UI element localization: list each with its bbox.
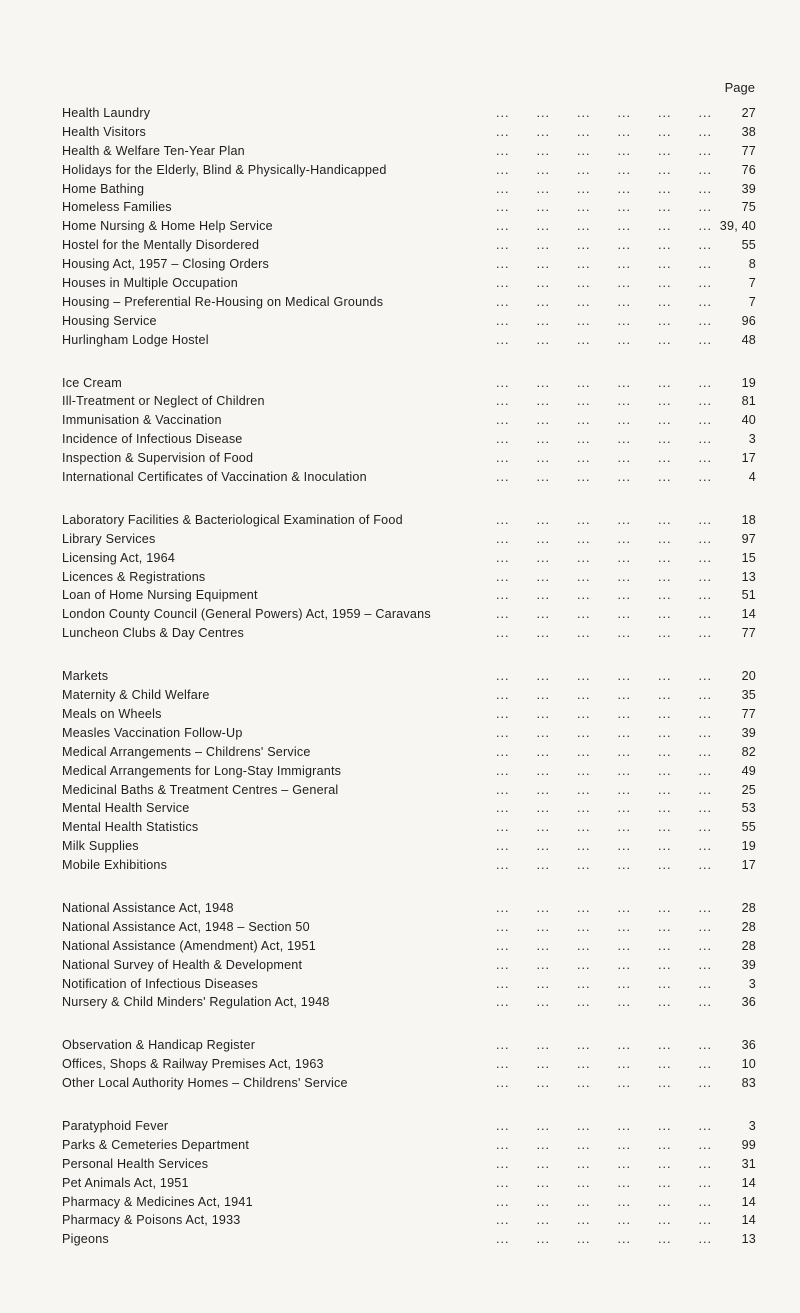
page-number: 82 (741, 744, 756, 759)
index-entry (62, 743, 756, 762)
page-number: 39, 40 (719, 219, 756, 234)
leader-dots (375, 468, 712, 487)
index-entry (62, 686, 756, 705)
leader-dots (332, 1055, 712, 1074)
page-number: 53 (741, 801, 756, 816)
index-entry (62, 993, 756, 1012)
index-entry (62, 392, 756, 411)
page-number: 40 (741, 413, 756, 428)
leader-dots (272, 1117, 712, 1136)
index-term: National Survey of Health & Development (62, 957, 303, 972)
index-entry (62, 1155, 756, 1174)
index-term: Mobile Exhibitions (62, 858, 168, 873)
page-number: 7 (748, 276, 756, 291)
index-entry (62, 1193, 756, 1212)
index-term: Homeless Families (62, 200, 172, 215)
index-entry (62, 123, 756, 142)
index-term: Nursery & Child Minders' Regulation Act, 1948 (62, 995, 330, 1010)
page-number: 39 (741, 725, 756, 740)
index-term: Measles Vaccination Follow-Up (62, 725, 243, 740)
page-number: 25 (741, 782, 756, 797)
leader-dots (272, 411, 712, 430)
index-entry (62, 274, 756, 293)
page-number: 83 (741, 1076, 756, 1091)
page-number: 39 (741, 957, 756, 972)
page-number: 28 (741, 938, 756, 953)
index-term: Luncheon Clubs & Day Centres (62, 626, 245, 641)
leader-dots (356, 1074, 712, 1093)
index-group (62, 374, 756, 487)
index-term: Markets (62, 669, 109, 684)
index-entry (62, 1136, 756, 1155)
leader-dots (346, 781, 712, 800)
index-entry (62, 331, 756, 350)
page-number: 77 (741, 143, 756, 158)
index-entry (62, 856, 756, 875)
page-number: 8 (748, 257, 756, 272)
index-term: Medical Arrangements – Childrens' Service (62, 744, 311, 759)
page-number: 19 (741, 375, 756, 390)
leader-dots (272, 899, 712, 918)
page-number: 77 (741, 706, 756, 721)
page-number: 35 (741, 688, 756, 703)
index-term: Pet Animals Act, 1951 (62, 1175, 189, 1190)
leader-dots (272, 236, 712, 255)
leader-dots (272, 374, 712, 393)
leader-dots (281, 217, 712, 236)
leader-dots (411, 511, 712, 530)
leader-dots (272, 667, 712, 686)
leader-dots (272, 180, 712, 199)
index-entry (62, 468, 756, 487)
page-number: 14 (741, 607, 756, 622)
index-term: Home Nursing & Home Help Service (62, 219, 273, 234)
index-entry (62, 180, 756, 199)
index-entry (62, 1174, 756, 1193)
leader-dots (391, 293, 712, 312)
index-entry (62, 918, 756, 937)
index-group (62, 1036, 756, 1093)
page-number: 55 (741, 820, 756, 835)
index-term: Loan of Home Nursing Equipment (62, 588, 258, 603)
leader-dots (272, 818, 712, 837)
page-number: 17 (741, 451, 756, 466)
page-number: 19 (741, 839, 756, 854)
leader-dots (310, 956, 712, 975)
index-term: National Assistance Act, 1948 – Section 50 (62, 919, 310, 934)
page-number: 7 (748, 294, 756, 309)
leader-dots (272, 1174, 712, 1193)
index-entry (62, 762, 756, 781)
index-entry (62, 312, 756, 331)
index-term: Immunisation & Vaccination (62, 413, 222, 428)
index-term: Health Visitors (62, 124, 146, 139)
index-term: Pharmacy & Poisons Act, 1933 (62, 1213, 241, 1228)
index-entry (62, 449, 756, 468)
leader-dots (272, 799, 712, 818)
index-term: Medical Arrangements for Long-Stay Immigrants (62, 763, 342, 778)
leader-dots (349, 762, 712, 781)
index-term: Meals on Wheels (62, 706, 162, 721)
leader-dots (272, 1211, 712, 1230)
page-number: 3 (748, 432, 756, 447)
index-entry (62, 899, 756, 918)
index-group (62, 667, 756, 875)
index-term: Observation & Handicap Register (62, 1038, 256, 1053)
index-term: Health Laundry (62, 106, 151, 120)
page-number: 75 (741, 200, 756, 215)
index-term: Personal Health Services (62, 1156, 209, 1171)
page-number: 31 (741, 1156, 756, 1171)
leader-dots (272, 1136, 712, 1155)
index-group (62, 104, 756, 350)
page-number: 13 (741, 569, 756, 584)
index-term: Maternity & Child Welfare (62, 688, 210, 703)
leader-dots (272, 549, 712, 568)
leader-dots (272, 1230, 712, 1249)
leader-dots (338, 993, 712, 1012)
page-number: 27 (741, 106, 756, 120)
leader-dots (272, 449, 712, 468)
index-term: Mental Health Statistics (62, 820, 199, 835)
index-group (62, 511, 756, 643)
index-term: Inspection & Supervision of Food (62, 451, 254, 466)
index-term: Licensing Act, 1964 (62, 550, 176, 565)
index-entry (62, 705, 756, 724)
index-entry (62, 624, 756, 643)
index-term: Ice Cream (62, 375, 122, 390)
index-entry (62, 1211, 756, 1230)
index-entry (62, 724, 756, 743)
index-term: London County Council (General Powers) Act, 1959 – Caravans (62, 607, 431, 622)
page-number: 14 (741, 1213, 756, 1228)
page-number: 39 (741, 181, 756, 196)
index-term: Hurlingham Lodge Hostel (62, 332, 209, 347)
leader-dots (272, 530, 712, 549)
index-term: Laboratory Facilities & Bacteriological Examination of Food (62, 512, 403, 527)
index-entry (62, 104, 756, 123)
index-term: Pigeons (62, 1232, 109, 1247)
leader-dots (272, 686, 712, 705)
leader-dots (272, 1036, 712, 1055)
page-number: 4 (748, 470, 756, 485)
index-entry (62, 161, 756, 180)
leader-dots (272, 331, 712, 350)
page-number: 76 (741, 162, 756, 177)
index-term: National Assistance (Amendment) Act, 1951 (62, 938, 316, 953)
page-number: 14 (741, 1194, 756, 1209)
leader-dots (324, 937, 712, 956)
index-term: National Assistance Act, 1948 (62, 900, 234, 915)
leader-dots (272, 123, 712, 142)
index-term: Holidays for the Elderly, Blind & Physically-Handicapped (62, 162, 387, 177)
leader-dots (272, 586, 712, 605)
leader-dots (319, 743, 712, 762)
page-number: 81 (741, 394, 756, 409)
leader-dots (318, 918, 712, 937)
page-number: 3 (748, 1118, 756, 1133)
index-term: Ill-Treatment or Neglect of Children (62, 394, 265, 409)
page-number: 55 (741, 238, 756, 253)
leader-dots (272, 104, 712, 123)
index-term: Library Services (62, 531, 156, 546)
leader-dots (272, 312, 712, 331)
page-number: 20 (741, 669, 756, 684)
page-number: 28 (741, 919, 756, 934)
index-entry (62, 799, 756, 818)
page-column-header: Page (724, 80, 755, 95)
index-entry (62, 667, 756, 686)
page-number: 97 (741, 531, 756, 546)
index-entry (62, 818, 756, 837)
page-number: 14 (741, 1175, 756, 1190)
leader-dots (395, 161, 712, 180)
page-number: 10 (741, 1057, 756, 1072)
index-term: Incidence of Infectious Disease (62, 432, 243, 447)
leader-dots (272, 975, 712, 994)
index-entry (62, 549, 756, 568)
index-list (62, 104, 756, 1273)
page-number: 99 (741, 1137, 756, 1152)
index-entry (62, 781, 756, 800)
leader-dots (277, 255, 712, 274)
index-term: Housing Act, 1957 – Closing Orders (62, 257, 270, 272)
index-term: Medicinal Baths & Treatment Centres – General (62, 782, 339, 797)
index-entry (62, 937, 756, 956)
index-entry (62, 837, 756, 856)
leader-dots (439, 605, 712, 624)
leader-dots (272, 568, 712, 587)
index-term: Offices, Shops & Railway Premises Act, 1963 (62, 1057, 324, 1072)
leader-dots (272, 274, 712, 293)
index-term: Licences & Registrations (62, 569, 206, 584)
index-entry (62, 142, 756, 161)
leader-dots (272, 724, 712, 743)
index-term: Other Local Authority Homes – Childrens' Service (62, 1076, 348, 1091)
index-entry (62, 293, 756, 312)
index-term: Housing Service (62, 313, 157, 328)
index-term: Mental Health Service (62, 801, 190, 816)
index-entry (62, 236, 756, 255)
page-number: 3 (748, 976, 756, 991)
page-number: 18 (741, 512, 756, 527)
index-entry (62, 568, 756, 587)
leader-dots (273, 392, 712, 411)
index-entry (62, 975, 756, 994)
index-entry (62, 1230, 756, 1249)
index-entry (62, 586, 756, 605)
page-number: 36 (741, 1038, 756, 1053)
index-group (62, 899, 756, 1012)
page-number: 28 (741, 900, 756, 915)
leader-dots (272, 856, 712, 875)
leader-dots (272, 705, 712, 724)
page-number: 77 (741, 626, 756, 641)
index-entry (62, 1036, 756, 1055)
index-entry (62, 430, 756, 449)
index-entry (62, 411, 756, 430)
leader-dots (272, 837, 712, 856)
index-entry (62, 511, 756, 530)
page-number: 48 (741, 332, 756, 347)
page-number: 17 (741, 858, 756, 873)
leader-dots (272, 430, 712, 449)
index-term: Notification of Infectious Diseases (62, 976, 258, 991)
index-entry (62, 255, 756, 274)
index-entry (62, 530, 756, 549)
index-term: Health & Welfare Ten-Year Plan (62, 143, 245, 158)
leader-dots (272, 624, 712, 643)
page-number: 96 (741, 313, 756, 328)
leader-dots (272, 1155, 712, 1174)
index-term: Paratyphoid Fever (62, 1118, 169, 1133)
index-entry (62, 217, 756, 236)
index-entry (62, 1055, 756, 1074)
index-term: International Certificates of Vaccination & Inoculation (62, 470, 367, 485)
page-number: 15 (741, 550, 756, 565)
page-number: 13 (741, 1232, 756, 1247)
leader-dots (272, 1193, 712, 1212)
leader-dots (272, 142, 712, 161)
index-entry (62, 374, 756, 393)
index-entry (62, 1074, 756, 1093)
index-entry (62, 956, 756, 975)
index-term: Houses in Multiple Occupation (62, 276, 238, 291)
index-term: Parks & Cemeteries Department (62, 1137, 250, 1152)
index-entry (62, 1117, 756, 1136)
page-number: 38 (741, 124, 756, 139)
page-number: 49 (741, 763, 756, 778)
index-term: Hostel for the Mentally Disordered (62, 238, 260, 253)
page-number: 36 (741, 995, 756, 1010)
index-term: Pharmacy & Medicines Act, 1941 (62, 1194, 253, 1209)
leader-dots (272, 198, 712, 217)
index-group (62, 1117, 756, 1249)
index-term: Milk Supplies (62, 839, 139, 854)
index-entry (62, 198, 756, 217)
index-term: Housing – Preferential Re-Housing on Medical Grounds (62, 294, 384, 309)
index-term: Home Bathing (62, 181, 145, 196)
index-entry (62, 605, 756, 624)
page-number: 51 (741, 588, 756, 603)
